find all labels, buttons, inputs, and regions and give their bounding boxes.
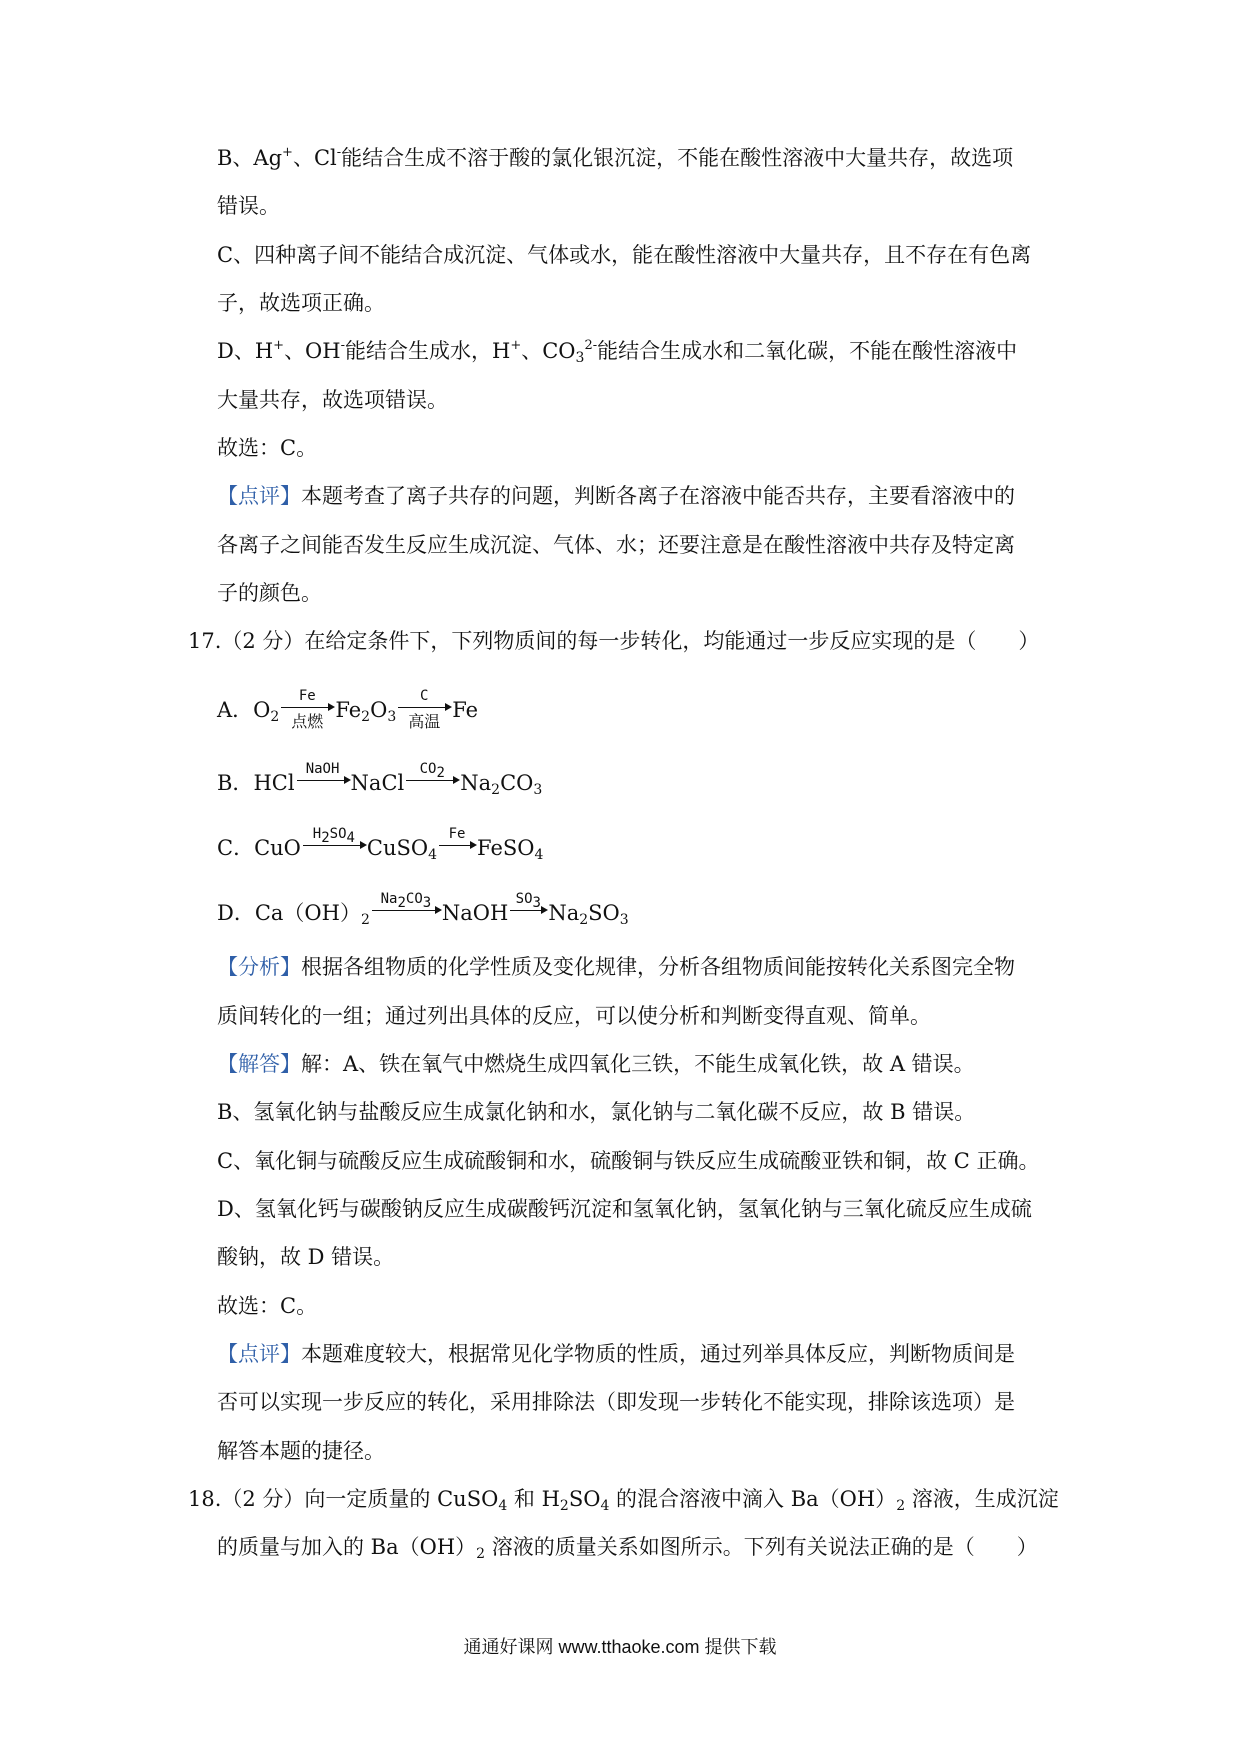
option-c: C．CuO $H_2SO_4$ CuSO$_4$ Fe FeSO$_4$: [217, 826, 544, 863]
text-line: C、氧化铜与硫酸反应生成硫酸铜和水，硫酸铜与铁反应生成硫酸亚铁和铜，故 C 正确。: [217, 1149, 1040, 1173]
review-tag: 【点评】: [217, 1342, 301, 1366]
reaction-arrow: $H_2SO_4$: [303, 841, 365, 851]
text-line: 否可以实现一步反应的转化，采用排除法（即发现一步转化不能实现，排除该选项）是: [217, 1390, 1015, 1414]
text-line: 各离子之间能否发生反应生成沉淀、气体、水；还要注意是在酸性溶液中共存及特定离: [217, 533, 1015, 557]
text-line: B、Ag+、Cl-能结合生成不溶于酸的氯化银沉淀，不能在酸性溶液中大量共存，故选项: [217, 145, 1014, 170]
option-d: D．$Ca(OH)_2$ $Na_2CO_3$ NaOH $SO_3$ $Na_2SO_3$: [217, 891, 629, 928]
text-line: 解答本题的捷径。: [217, 1439, 385, 1463]
text-line: 【分析】根据各组物质的化学性质及变化规律，分析各组物质间能按转化关系图完全物: [217, 955, 1015, 979]
text-line: 的质量与加入的 $Ba(OH)_2$ 溶液的质量关系如图所示。下列有关说法正确的是（ ）: [217, 1535, 1038, 1562]
text-line: 子的颜色。: [217, 581, 322, 605]
review-tag: 【点评】: [217, 484, 301, 508]
reaction-arrow: $CO_2$: [406, 776, 458, 786]
text-line: 子，故选项正确。: [217, 291, 385, 315]
reaction-arrow: $Na_2CO_3$: [372, 906, 440, 916]
text-line: 错误。: [217, 194, 280, 218]
text-line: C、四种离子间不能结合成沉淀、气体或水，能在酸性溶液中大量共存，且不存在有色离: [217, 243, 1032, 267]
text-line: D、H+、OH-能结合生成水，H+、$CO_3^{2-}$能结合生成水和二氧化碳，不能在酸性溶液中: [217, 338, 1018, 366]
reaction-arrow: NaOH: [297, 776, 349, 786]
reaction-arrow: Fe: [439, 841, 475, 851]
page-footer: 通通好课网 www.tthaoke.com 提供下载: [463, 1637, 777, 1657]
question-18: 18.（2 分）向一定质量的 CuSO$_4$ 和 $H_2SO_4$ 的混合溶液中滴入 $Ba(OH)_2$ 溶液，生成沉淀: [188, 1487, 1059, 1514]
text-line: 【解答】解：A、铁在氧气中燃烧生成四氧化三铁，不能生成氧化铁，故 A 错误。: [217, 1052, 975, 1076]
answer-tag: 【解答】: [217, 1052, 301, 1076]
analysis-tag: 【分析】: [217, 955, 301, 979]
reaction-arrow: Fe 点燃: [281, 703, 333, 713]
text-line: 【点评】本题考查了离子共存的问题，判断各离子在溶液中能否共存，主要看溶液中的: [217, 484, 1015, 508]
text-line: D、氢氧化钙与碳酸钠反应生成碳酸钙沉淀和氢氧化钠，氢氧化钠与三氧化硫反应生成硫: [217, 1197, 1032, 1221]
reaction-arrow: $SO_3$: [510, 906, 546, 916]
text-line: 故选：C。: [217, 1294, 318, 1318]
text-line: 质间转化的一组；通过列出具体的反应，可以使分析和判断变得直观、简单。: [217, 1004, 931, 1028]
question-17: 17.（2 分）在给定条件下，下列物质间的每一步转化，均能通过一步反应实现的是（ ）: [188, 629, 1040, 653]
text-line: 酸钠，故 D 错误。: [217, 1245, 395, 1269]
text-line: 故选：C。: [217, 436, 318, 460]
text-line: 【点评】本题难度较大，根据常见化学物质的性质，通过列举具体反应，判断物质间是: [217, 1342, 1015, 1366]
reaction-arrow: C 高温: [398, 703, 450, 713]
option-b: B．HCl NaOH NaCl $CO_2$ $Na_2CO_3$: [217, 761, 543, 798]
text-line: B、氢氧化钠与盐酸反应生成氯化钠和水，氯化钠与二氧化碳不反应，故 B 错误。: [217, 1100, 976, 1124]
text-line: 大量共存，故选项错误。: [217, 388, 448, 412]
option-a: A．$O_2$ Fe 点燃 $Fe_2O_3$ C 高温 Fe: [217, 688, 479, 731]
